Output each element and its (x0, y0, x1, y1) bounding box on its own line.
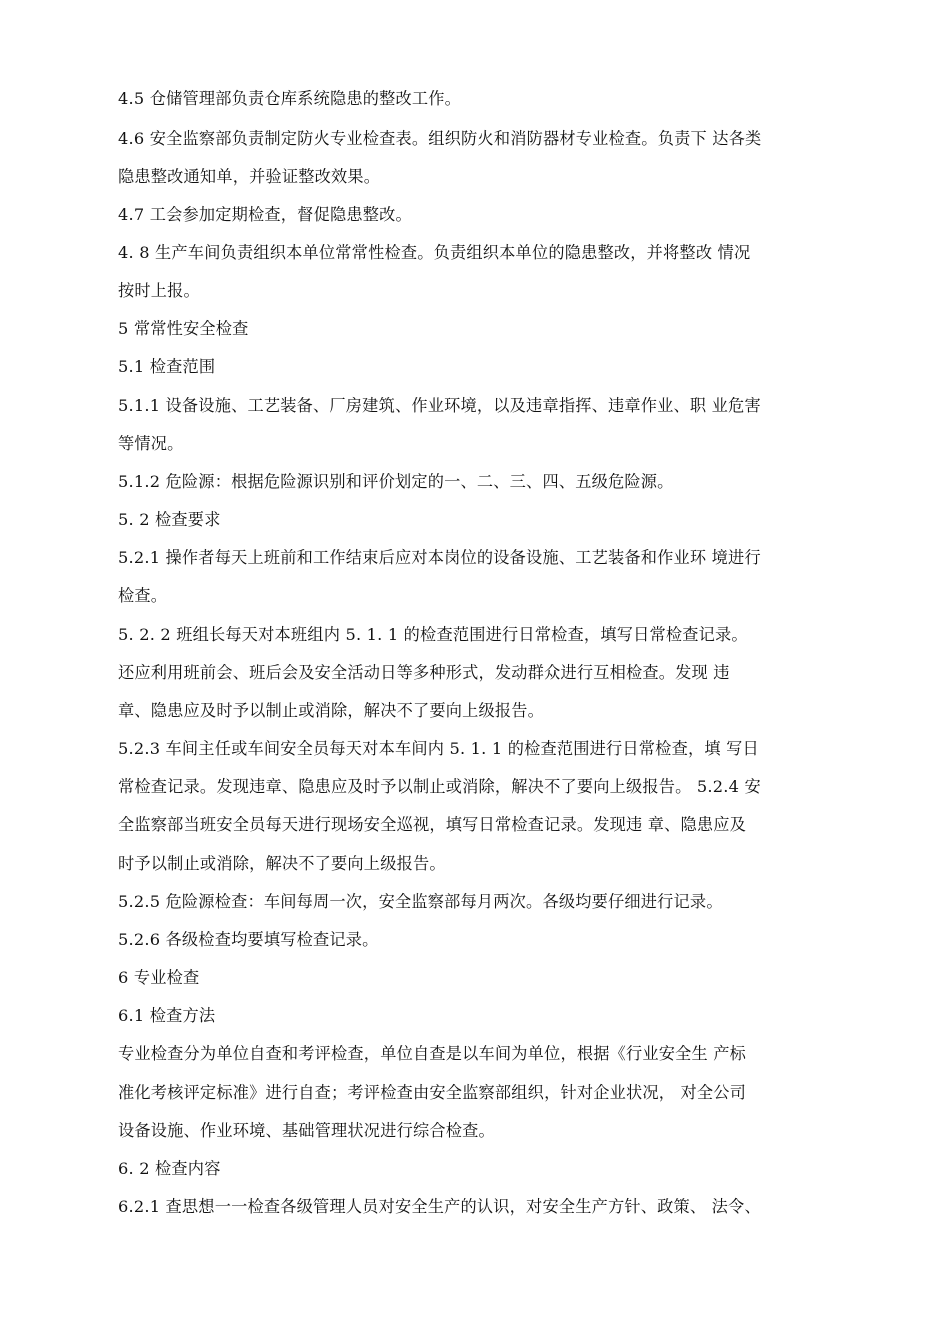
text-line-18: 5.2.3 车间主任或车间安全员每天对本车间内 5. 1. 1 的检查范围进行日常检查，填 写日 (118, 739, 759, 758)
text-line-28: 设备设施、作业环境、基础管理状况进行综合检查。 (118, 1121, 495, 1140)
text-line-15: 5. 2. 2 班组长每天对本班组内 5. 1. 1 的检查范围进行日常检查，填写日常检查记录。 (118, 625, 748, 644)
text-line-2: 4.6 安全监察部负责制定防火专业检查表。组织防火和消防器材专业检查。负责下 达各类 (118, 129, 762, 148)
text-line-30: 6.2.1 查思想一一检查各级管理人员对安全生产的认识，对安全生产方针、政策、 法令、 (118, 1197, 761, 1216)
text-line-14: 检查。 (118, 586, 168, 605)
text-line-10: 等情况。 (118, 434, 184, 453)
text-line-5: 4. 8 生产车间负责组织本单位常常性检查。负责组织本单位的隐患整改，并将整改 情况 (118, 243, 751, 262)
text-line-3: 隐患整改通知单，并验证整改效果。 (118, 167, 381, 186)
text-line-19: 常检查记录。发现违章、隐患应及时予以制止或消除，解决不了要向上级报告。 5.2.4 安 (118, 777, 761, 796)
text-line-12: 5. 2 检查要求 (118, 510, 221, 529)
text-line-22: 5.2.5 危险源检查：车间每周一次，安全监察部每月两次。各级均要仔细进行记录。 (118, 892, 723, 911)
text-line-24: 6 专业检查 (118, 968, 200, 987)
text-line-16: 还应利用班前会、班后会及安全活动日等多种形式，发动群众进行互相检查。发现 违 (118, 663, 730, 682)
text-line-11: 5.1.2 危险源：根据危险源识别和评价划定的一、二、三、四、五级危险源。 (118, 472, 674, 491)
text-line-1: 4.5 仓储管理部负责仓库系统隐患的整改工作。 (118, 89, 462, 108)
text-line-8: 5.1 检查范围 (118, 357, 216, 376)
text-line-25: 6.1 检查方法 (118, 1006, 216, 1025)
text-line-20: 全监察部当班安全员每天进行现场安全巡视，填写日常检查记录。发现违 章、隐患应及 (118, 815, 747, 834)
text-line-27: 准化考核评定标准》进行自查；考评检查由安全监察部组织，针对企业状况， 对全公司 (118, 1083, 747, 1102)
text-line-17: 章、隐患应及时予以制止或消除，解决不了要向上级报告。 (118, 701, 545, 720)
text-line-4: 4.7 工会参加定期检查，督促隐患整改。 (118, 205, 412, 224)
text-line-9: 5.1.1 设备设施、工艺装备、厂房建筑、作业环境，以及违章指挥、违章作业、职 业危害 (118, 396, 761, 415)
text-line-13: 5.2.1 操作者每天上班前和工作结束后应对本岗位的设备设施、工艺装备和作业环 境进行 (118, 548, 761, 567)
text-line-6: 按时上报。 (118, 281, 200, 300)
text-line-7: 5 常常性安全检查 (118, 319, 249, 338)
text-line-21: 时予以制止或消除，解决不了要向上级报告。 (118, 854, 446, 873)
text-line-29: 6. 2 检查内容 (118, 1159, 221, 1178)
text-line-23: 5.2.6 各级检查均要填写检查记录。 (118, 930, 379, 949)
text-line-26: 专业检查分为单位自查和考评检查，单位自查是以车间为单位，根据《行业安全生 产标 (118, 1044, 747, 1063)
